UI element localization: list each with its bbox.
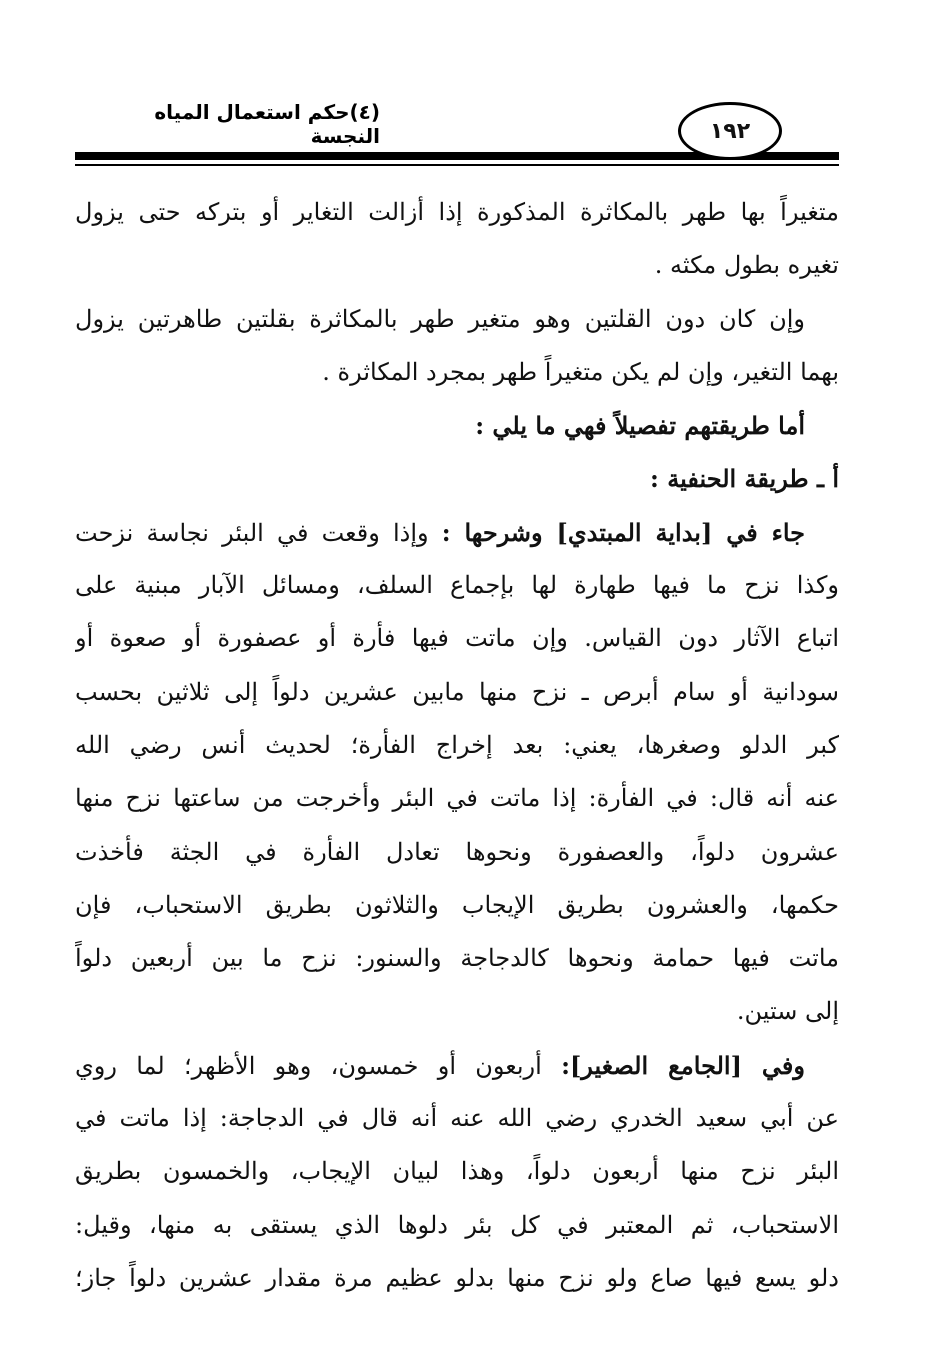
line-text: كبر الدلو وصغرها، يعني: بعد إخراج الفأرة؛ لحديث أنس رضي الله xyxy=(75,730,839,759)
line-text: الاستحباب، ثم المعتبر في كل بئر دلوها الذي يستقى به منها، وقيل: xyxy=(75,1210,839,1239)
page-number: ١٩٢ xyxy=(678,102,782,160)
text-line xyxy=(75,452,839,505)
text-line xyxy=(75,559,839,612)
source-reference: وفي [الجامع الصغير]: xyxy=(561,1050,805,1080)
line-text: اتباع الآثار دون القياس. وإن ماتت فيها فأرة أو عصفورة أو صعوة أو xyxy=(75,624,839,653)
line-text: متغيراً بها طهر بالمكاثرة المذكورة إذا أزالت التغاير أو بتركه حتى يزول xyxy=(75,198,839,226)
text-line xyxy=(75,1039,839,1092)
text-line xyxy=(75,506,839,559)
line-text: البئر نزح منها أربعون دلواً، وهذا لبيان الإيجاب، والخمسون بطريق xyxy=(75,1157,839,1186)
running-title: (٤)حكم استعمال المياه النجسة xyxy=(154,100,380,148)
line-text: ماتت فيها حمامة ونحوها كالدجاجة والسنور: نزح ما بين أربعين دلواً xyxy=(75,944,839,973)
text-line xyxy=(75,399,839,452)
line-text: عشرون دلواً، والعصفورة ونحوها تعادل الفأرة في الجثة فأخذت xyxy=(75,837,839,866)
line-text: تغيره بطول مكثه . xyxy=(654,251,839,280)
text-line xyxy=(75,666,839,719)
line-text: عن أبي سعيد الخدري رضي الله عنه أنه قال في الدجاجة: إذا ماتت في xyxy=(75,1104,839,1133)
text-line xyxy=(75,612,839,665)
line-text: وإن كان دون القلتين وهو متغير طهر بالمكاثرة بقلتين طاهرتين يزول xyxy=(75,304,805,333)
line-text: أربعون أو خمسون، وهو الأظهر؛ لما روي xyxy=(75,1051,562,1080)
line-text: أ ـ طريقة الحنفية : xyxy=(650,464,839,494)
text-line xyxy=(75,1252,839,1305)
line-text: أما طريقتهم تفصيلاً فهي ما يلي : xyxy=(475,411,805,441)
line-text: إلى ستين. xyxy=(736,997,839,1026)
body-text xyxy=(75,186,839,1305)
source-reference: جاء في [بداية المبتدي] وشرحها : xyxy=(441,517,806,547)
text-line xyxy=(75,879,839,932)
line-text: عنه أنه قال: في الفأرة: إذا ماتت في البئر وأخرجت من ساعتها نزح منها xyxy=(75,784,839,813)
line-text: سودانية أو سام أبرص ـ نزح منها مابين عشرين دلواً إلى ثلاثين بحسب xyxy=(75,677,839,706)
page-header xyxy=(0,0,939,175)
text-line xyxy=(75,932,839,985)
line-text: وكذا نزح ما فيها طهارة لها بإجماع السلف، ومسائل الآبار مبنية على xyxy=(75,571,839,600)
text-line xyxy=(75,293,839,346)
text-line xyxy=(75,772,839,825)
line-text: بهما التغير، وإن لم يكن متغيراً طهر بمجرد المكاثرة . xyxy=(322,357,839,386)
line-text: حكمها، والعشرون بطريق الإيجاب والثلاثون بطريق الاستحباب، فإن xyxy=(75,890,839,919)
text-line xyxy=(75,1092,839,1145)
text-line xyxy=(75,1199,839,1252)
text-line xyxy=(75,826,839,879)
header-rule-thin xyxy=(75,164,839,166)
text-line xyxy=(75,985,839,1038)
line-text: دلو يسع فيها صاع ولو نزح منها بدلو عظيم مرة مقدار عشرين دلواً جاز؛ xyxy=(75,1263,839,1292)
text-line xyxy=(75,346,839,399)
text-line xyxy=(75,719,839,772)
text-line xyxy=(75,1145,839,1198)
line-text: وإذا وقعت في البئر نجاسة نزحت xyxy=(75,518,442,547)
text-line xyxy=(75,239,839,292)
text-line xyxy=(75,186,839,239)
